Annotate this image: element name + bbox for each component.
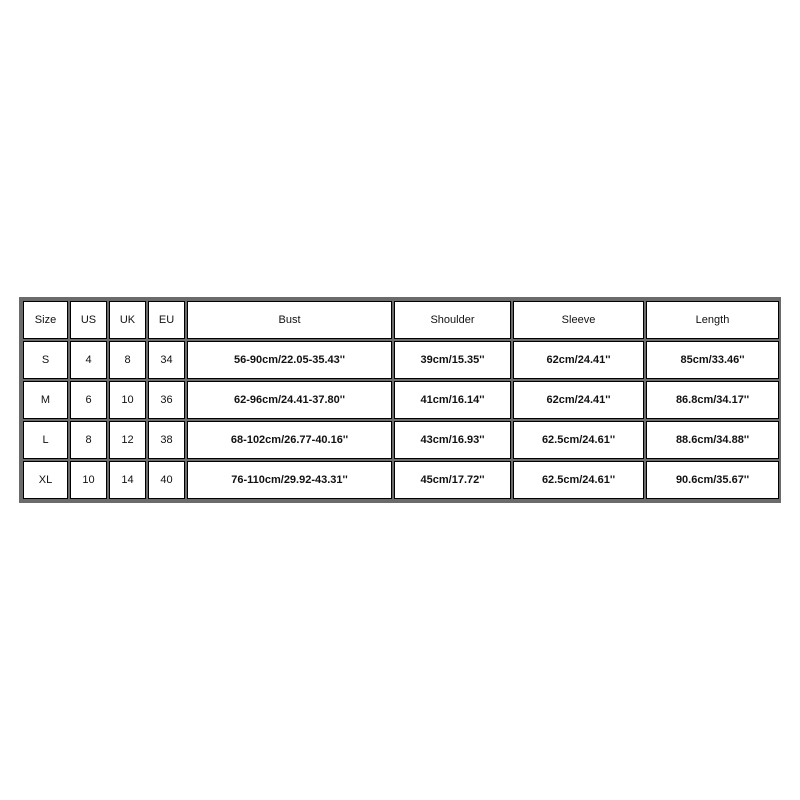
shoulder-cell: 43cm/16.93''	[394, 421, 511, 459]
uk-cell: 8	[109, 341, 146, 379]
header-cell-shoulder: Shoulder	[394, 301, 511, 339]
bust-cell: 68-102cm/26.77-40.16''	[187, 421, 392, 459]
header-row	[23, 301, 779, 339]
size-chart-table	[21, 299, 781, 501]
length-cell: 90.6cm/35.67''	[646, 461, 779, 499]
table-row	[23, 421, 779, 459]
sleeve-cell: 62.5cm/24.61''	[513, 421, 644, 459]
header-cell-sleeve: Sleeve	[513, 301, 644, 339]
table-row	[23, 461, 779, 499]
size-cell: XL	[23, 461, 68, 499]
bust-cell: 76-110cm/29.92-43.31''	[187, 461, 392, 499]
sleeve-cell: 62cm/24.41''	[513, 381, 644, 419]
eu-cell: 40	[148, 461, 185, 499]
table-row	[23, 381, 779, 419]
size-cell: L	[23, 421, 68, 459]
table-row	[23, 341, 779, 379]
us-cell: 6	[70, 381, 107, 419]
uk-cell: 12	[109, 421, 146, 459]
header-cell-uk: UK	[109, 301, 146, 339]
uk-cell: 10	[109, 381, 146, 419]
us-cell: 8	[70, 421, 107, 459]
eu-cell: 38	[148, 421, 185, 459]
header-cell-bust: Bust	[187, 301, 392, 339]
header-cell-size: Size	[23, 301, 68, 339]
us-cell: 4	[70, 341, 107, 379]
header-cell-length: Length	[646, 301, 779, 339]
us-cell: 10	[70, 461, 107, 499]
bust-cell: 62-96cm/24.41-37.80''	[187, 381, 392, 419]
header-cell-us: US	[70, 301, 107, 339]
length-cell: 88.6cm/34.88''	[646, 421, 779, 459]
length-cell: 86.8cm/34.17''	[646, 381, 779, 419]
shoulder-cell: 45cm/17.72''	[394, 461, 511, 499]
length-cell: 85cm/33.46''	[646, 341, 779, 379]
sleeve-cell: 62cm/24.41''	[513, 341, 644, 379]
shoulder-cell: 39cm/15.35''	[394, 341, 511, 379]
uk-cell: 14	[109, 461, 146, 499]
shoulder-cell: 41cm/16.14''	[394, 381, 511, 419]
size-cell: M	[23, 381, 68, 419]
bust-cell: 56-90cm/22.05-35.43''	[187, 341, 392, 379]
size-cell: S	[23, 341, 68, 379]
sleeve-cell: 62.5cm/24.61''	[513, 461, 644, 499]
eu-cell: 34	[148, 341, 185, 379]
header-cell-eu: EU	[148, 301, 185, 339]
size-chart	[19, 297, 781, 503]
eu-cell: 36	[148, 381, 185, 419]
